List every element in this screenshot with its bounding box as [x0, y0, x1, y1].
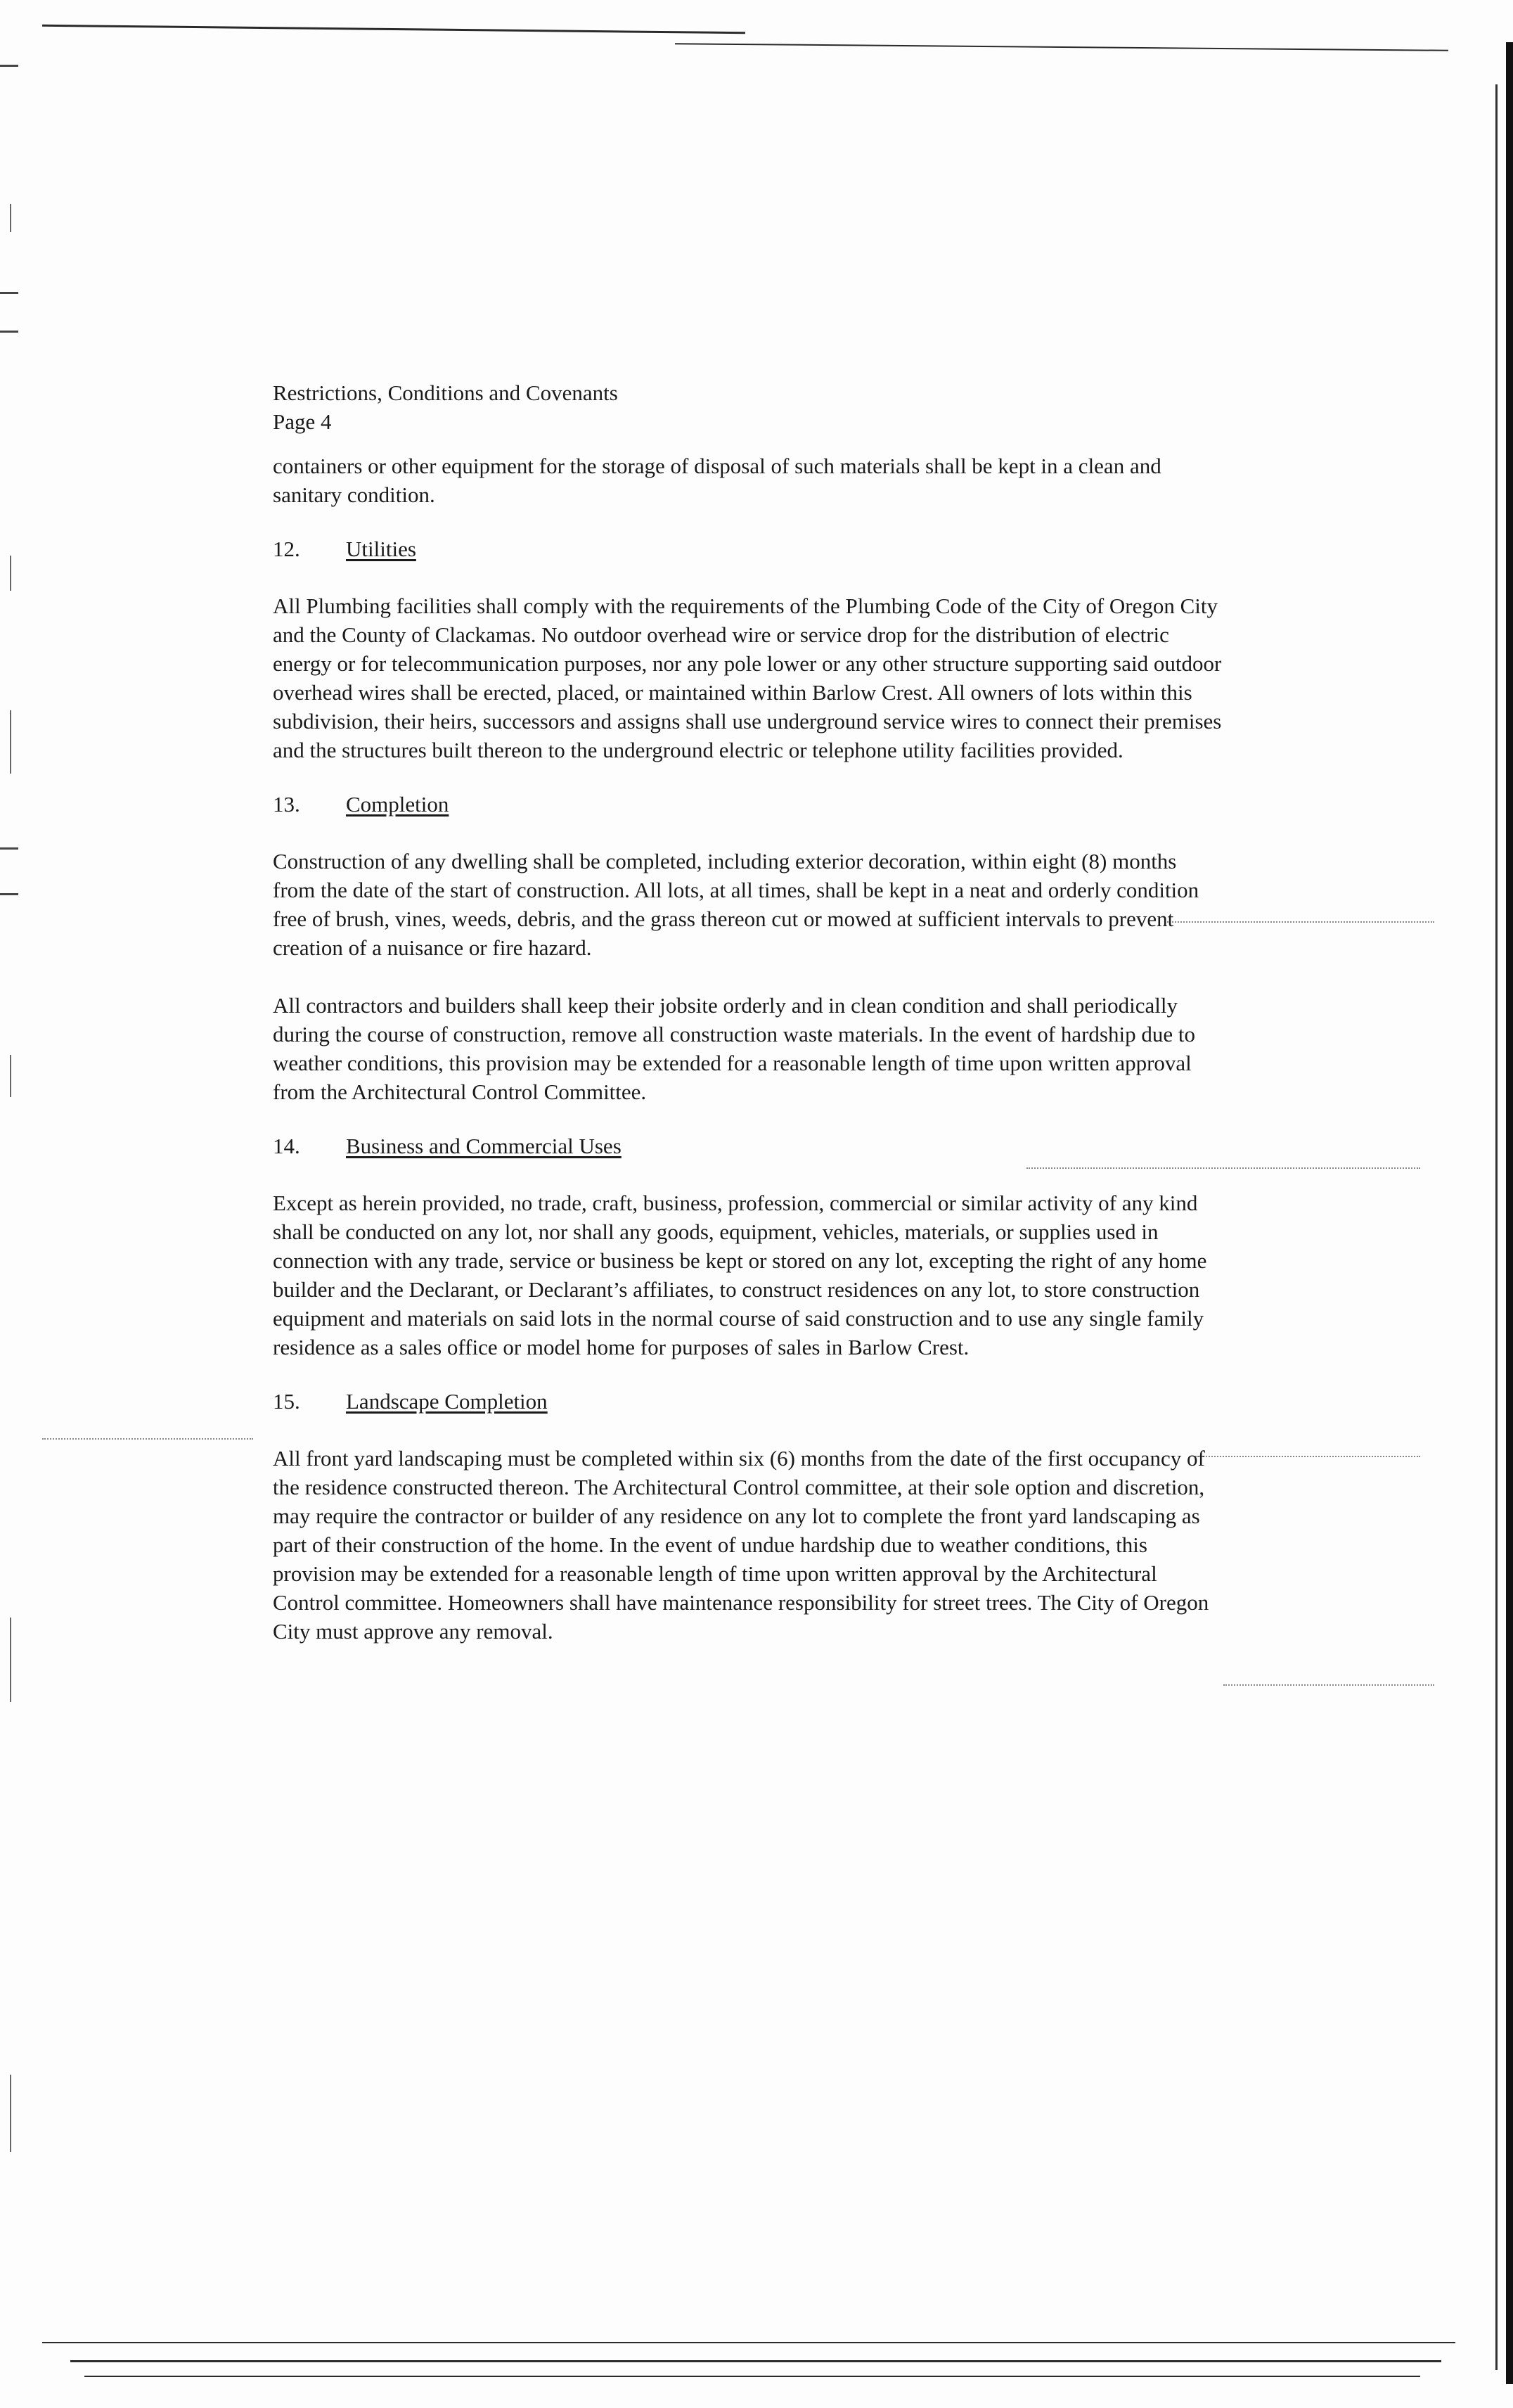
section-number: 13. [273, 792, 300, 816]
section-paragraph: All Plumbing facilities shall comply with the requirements of the Plumbing Code of the City of Oregon City and the County of Clackamas. No outdoor overhead wire or service drop for the distribution of electric energy or for telecommunication purposes, nor any pole lower or any other structure supporting said outdoor overhead wires shall be erected, placed, or maintained within Barlow Crest. All owners of lots within this subdivision, their heirs, successors and assigns shall use underground service wires to connect their premises and the structures built thereon to the underground electric or telephone utility facilities provided. [273, 594, 1222, 762]
section-paragraph: Except as herein provided, no trade, craft, business, profession, commercial or similar activity of any kind shall be conducted on any lot, nor shall any goods, equipment, vehicles, materials, or supplies used in connection with any trade, service or business be kept or stored on any lot, excepting the right of any home builder and the Declarant, or Declarant’s affiliates, to construct residences on any lot, to store construction equipment and materials on said lots in the normal course of said construction and to use any single family residence as a sales office or model home for purposes of sales in Barlow Crest. [273, 1191, 1207, 1359]
page-header [273, 378, 1222, 436]
intro-paragraph: containers or other equipment for the storage of disposal of such materials shall be kept in a clean and sanitary condition. [273, 454, 1161, 507]
left-margin-mark [0, 292, 18, 294]
left-margin-vmark [10, 2075, 11, 2152]
section-heading [273, 534, 1222, 563]
dotted-artifact [42, 1438, 253, 1440]
page-number: Page 4 [273, 409, 332, 434]
left-margin-vmark [10, 204, 11, 232]
left-margin-vmark [10, 556, 11, 591]
section-title: Completion [346, 792, 449, 816]
bottom-scan-line [42, 2342, 1455, 2343]
document-title: Restrictions, Conditions and Covenants [273, 380, 618, 405]
left-margin-mark [0, 847, 18, 850]
right-edge-shadow [1506, 42, 1513, 2384]
section-number: 15. [273, 1389, 300, 1414]
left-margin-mark [0, 65, 18, 67]
bottom-scan-line [84, 2376, 1420, 2377]
top-scan-line [42, 25, 745, 34]
left-margin-vmark [10, 1055, 11, 1097]
section-paragraph: All contractors and builders shall keep their jobsite orderly and in clean condition and shall periodically during the course of construction, remove all construction waste materials. In the event of hardship due to weather conditions, this provision may be extended for a reasonable length of time upon written approval from the Architectural Control Committee. [273, 993, 1195, 1104]
section-heading [273, 1387, 1222, 1416]
dotted-artifact [1223, 1684, 1434, 1686]
section-heading [273, 1132, 1222, 1160]
section-title: Landscape Completion [346, 1389, 548, 1414]
right-edge-line [1495, 84, 1498, 2370]
section-paragraph: All front yard landscaping must be completed within six (6) months from the date of the first occupancy of the residence constructed thereon. The Architectural Control committee, at their sole option and discretion, may require the contractor or builder of any residence on any lot to complete the front yard landscaping as part of their construction of the home. In the event of undue hardship due to weather conditions, this provision may be extended for a reasonable length of time upon written approval by the Architectural Control committee. Homeowners shall have maintenance responsibility for street trees. The City of Oregon City must approve any removal. [273, 1446, 1209, 1644]
section-paragraph: Construction of any dwelling shall be completed, including exterior decoration, within eight (8) months from the date of the start of construction. All lots, at all times, shall be kept in a neat and orderly condition free of brush, vines, weeds, debris, and the grass thereon cut or mowed at sufficient intervals to prevent creation of a nuisance or fire hazard. [273, 849, 1199, 960]
top-scan-line [675, 43, 1448, 51]
section-heading [273, 790, 1222, 819]
left-margin-mark [0, 331, 18, 333]
document-body [273, 378, 1222, 1646]
left-margin-vmark [10, 1618, 11, 1702]
left-margin-vmark [10, 710, 11, 774]
section-number: 12. [273, 537, 300, 561]
section-title: Business and Commercial Uses [346, 1134, 622, 1158]
bottom-scan-line [70, 2360, 1441, 2362]
left-margin-mark [0, 893, 18, 895]
section-number: 14. [273, 1134, 300, 1158]
dotted-artifact [1195, 1456, 1420, 1457]
section-title: Utilities [346, 537, 416, 561]
